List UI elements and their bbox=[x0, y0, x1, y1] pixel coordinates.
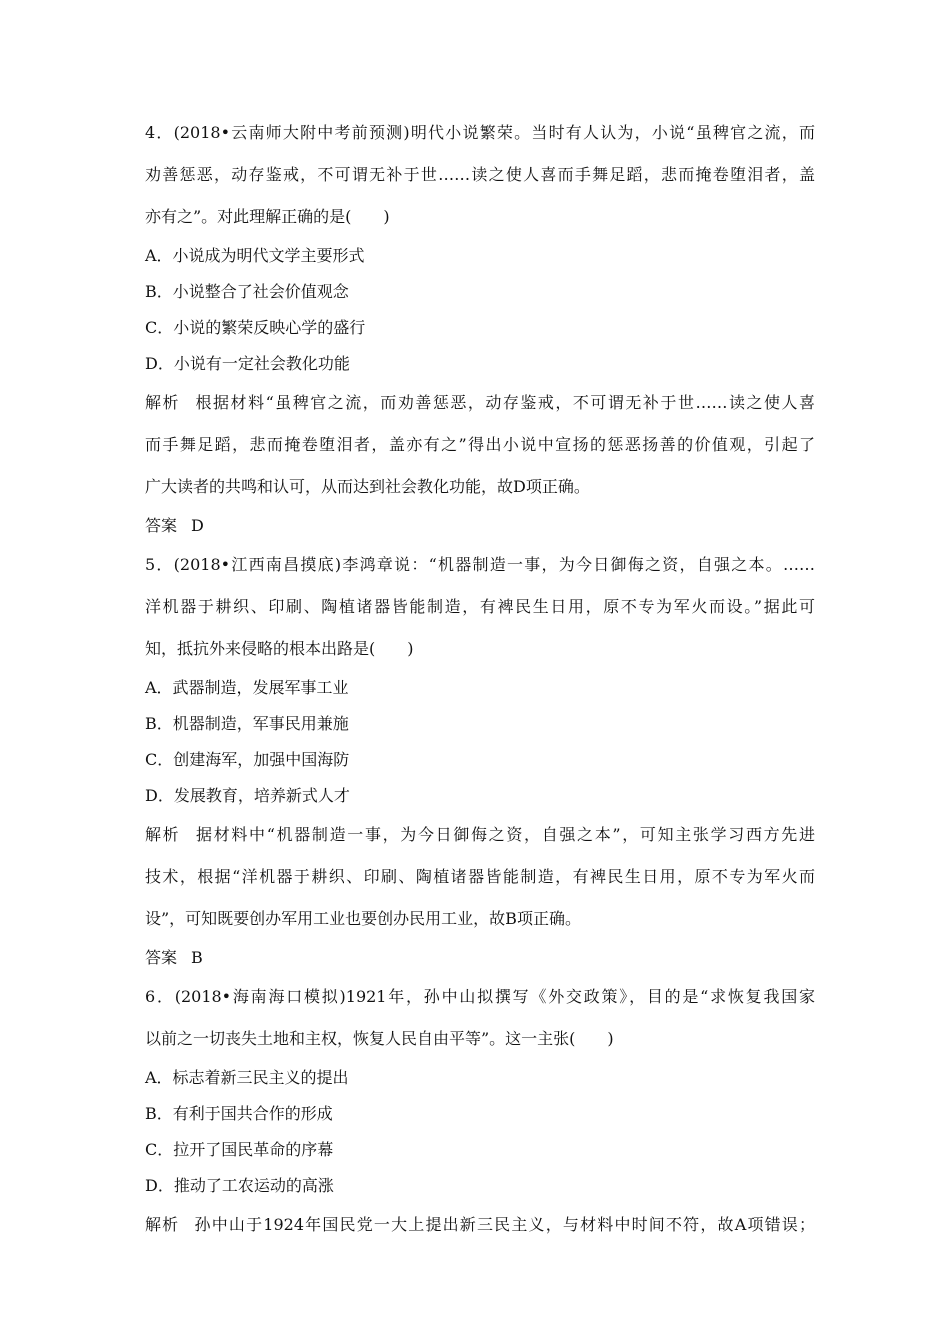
analysis-line: 广大读者的共鸣和认可，从而达到社会教化功能，故D项正确。 bbox=[145, 477, 590, 496]
analysis-label: 解析 bbox=[145, 1215, 180, 1234]
analysis-text: 据材料中“机器制造一事，为今日御侮之资，自强之本”，可知主张学习西方先进 bbox=[194, 825, 815, 844]
answer-value: D bbox=[191, 516, 204, 535]
analysis-line: 设”，可知既要创办军用工业也要创办民用工业，故B项正确。 bbox=[145, 909, 581, 928]
answer-line bbox=[145, 940, 815, 976]
question-4 bbox=[145, 112, 815, 544]
question-stem-line: 以前之一切丧失土地和主权，恢复人民自由平等”。这一主张( ) bbox=[145, 1029, 614, 1048]
analysis-line: 而手舞足蹈，悲而掩卷堕泪者，盖亦有之”得出小说中宣扬的惩恶扬善的价值观，引起了 bbox=[145, 435, 815, 454]
option-d: D．小说有一定社会教化功能 bbox=[145, 354, 350, 373]
analysis-line bbox=[145, 382, 815, 424]
analysis-text: 孙中山于1924年国民党一大上提出新三民主义，与材料中时间不符，故A项错误； bbox=[193, 1215, 815, 1234]
option-b: B．有利于国共合作的形成 bbox=[145, 1104, 333, 1123]
option-a: A．武器制造，发展军事工业 bbox=[145, 678, 349, 697]
question-stem-line: 5．(2018•江西南昌摸底)李鸿章说：“机器制造一事，为今日御侮之资，自强之本。…… bbox=[145, 555, 815, 574]
question-stem-line: 劝善惩恶，动存鉴戒，不可谓无补于世……读之使人喜而手舞足蹈，悲而掩卷堕泪者，盖 bbox=[145, 165, 815, 184]
document-page bbox=[145, 112, 815, 1246]
option-c: C．小说的繁荣反映心学的盛行 bbox=[145, 318, 366, 337]
answer-value: B bbox=[191, 948, 203, 967]
option-c: C．拉开了国民革命的序幕 bbox=[145, 1140, 334, 1159]
answer-label: 答案 bbox=[145, 516, 178, 535]
option-d: D．推动了工农运动的高涨 bbox=[145, 1176, 334, 1195]
analysis-label: 解析 bbox=[145, 825, 181, 844]
option-b: B．机器制造，军事民用兼施 bbox=[145, 714, 349, 733]
question-stem-line: 4．(2018•云南师大附中考前预测)明代小说繁荣。当时有人认为，小说“虽稗官之流，而 bbox=[145, 123, 815, 142]
question-stem-line: 6．(2018•海南海口模拟)1921年，孙中山拟撰写《外交政策》，目的是“求恢复我国家 bbox=[145, 987, 815, 1006]
option-b: B．小说整合了社会价值观念 bbox=[145, 282, 349, 301]
answer-line bbox=[145, 508, 815, 544]
question-stem-line: 亦有之”。对此理解正确的是( ) bbox=[145, 207, 390, 226]
analysis-text: 根据材料“虽稗官之流，而劝善惩恶，动存鉴戒，不可谓无补于世……读之使人喜 bbox=[194, 393, 815, 412]
analysis-label: 解析 bbox=[145, 393, 181, 412]
question-6 bbox=[145, 976, 815, 1246]
analysis-line bbox=[145, 1204, 815, 1246]
question-stem-line: 洋机器于耕织、印刷、陶植诸器皆能制造，有裨民生日用，原不专为军火而设。”据此可 bbox=[145, 597, 815, 616]
analysis-line bbox=[145, 814, 815, 856]
option-d: D．发展教育，培养新式人才 bbox=[145, 786, 350, 805]
option-a: A．小说成为明代文学主要形式 bbox=[145, 246, 365, 265]
question-stem-line: 知，抵抗外来侵略的根本出路是( ) bbox=[145, 639, 414, 658]
analysis-line: 技术，根据“洋机器于耕织、印刷、陶植诸器皆能制造，有裨民生日用，原不专为军火而 bbox=[145, 867, 815, 886]
question-5 bbox=[145, 544, 815, 976]
option-c: C．创建海军，加强中国海防 bbox=[145, 750, 350, 769]
answer-label: 答案 bbox=[145, 948, 178, 967]
option-a: A．标志着新三民主义的提出 bbox=[145, 1068, 349, 1087]
